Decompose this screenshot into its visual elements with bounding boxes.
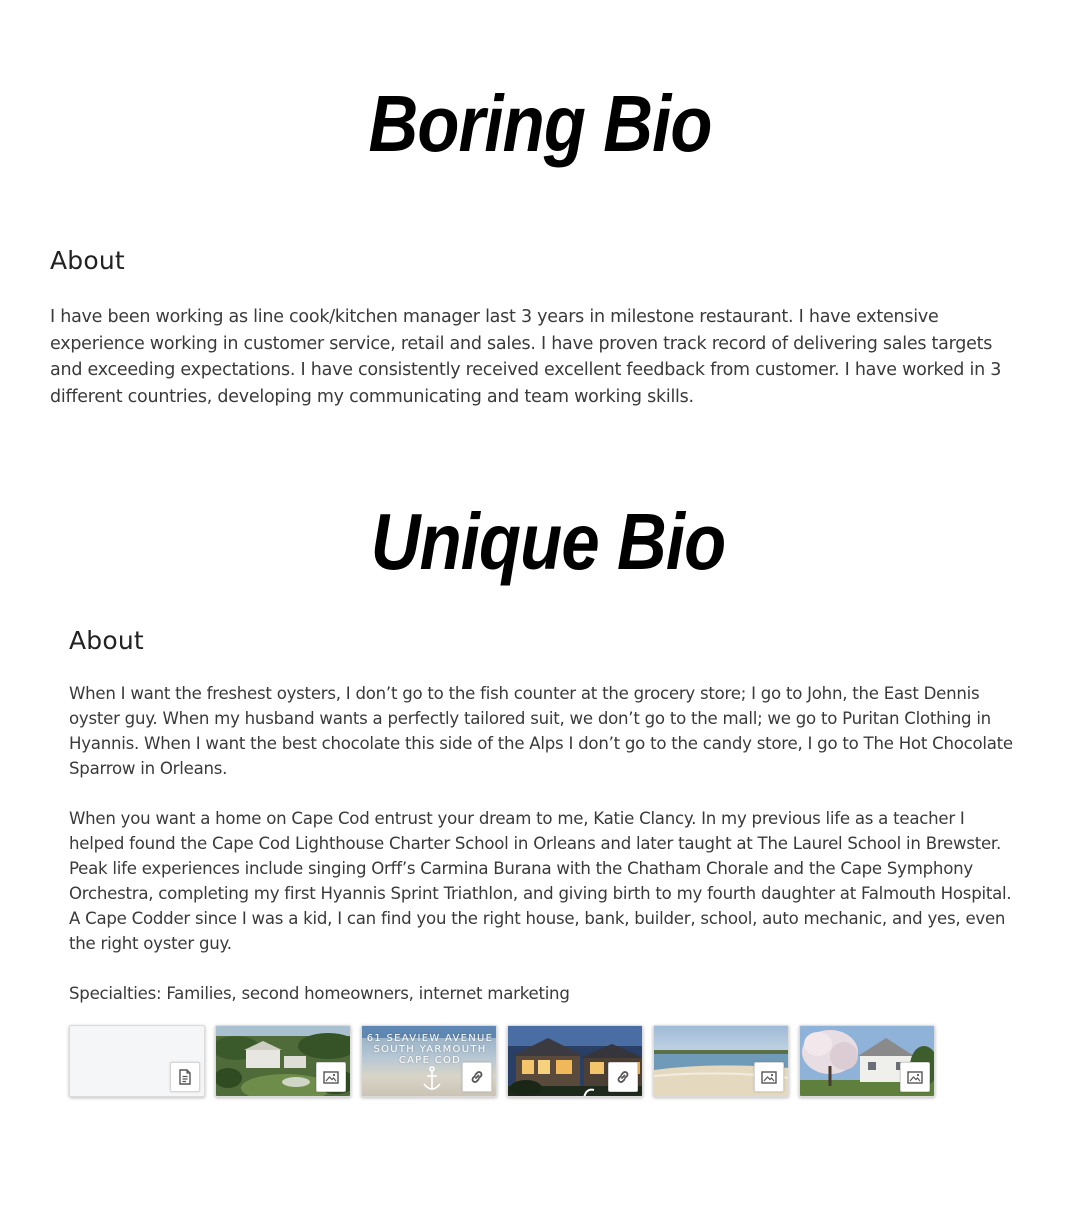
unique-about-paragraph-1: When I want the freshest oysters, I don’t go to the fish counter at the grocery store; I go to John, the East Dennis oyster guy. When my husband wants a perfectly tailored suit, we don’t go to the mall; we go to Puritan Clothing in Hyannis. When I want the best chocolate this side of the Alps I don’t go to the candy store, I go to The Hot Chocolate Sparrow in Orleans.: [69, 684, 1013, 778]
document-icon: [170, 1062, 200, 1092]
media-thumb-cottage-photo[interactable]: [799, 1025, 935, 1097]
link-icon: [462, 1062, 492, 1092]
boring-about-text: I have been working as line cook/kitchen manager last 3 years in milestone restaurant. I have extensive experience working in customer service, retail and sales. I have proven track record of delivering sales targets and exceeding expectations. I have consistently received excellent feedback from customer. I have worked in 3 different countries, developing my communicating and team working skills.: [50, 307, 1002, 408]
boring-bio-title: Boring Bio: [368, 79, 712, 168]
seaview-overlay-line-3: CAPE COD: [398, 1055, 462, 1066]
boring-about-heading: About: [50, 246, 125, 275]
media-thumb-estate-photo[interactable]: [215, 1025, 351, 1097]
unique-about-paragraph-2: When you want a home on Cape Cod entrust your dream to me, Katie Clancy. In my previous life as a teacher I helped found the Cape Cod Lighthouse Charter School in Orleans and later taught at The Laurel School in Brewster. Peak life experiences include singing Orff’s Carmina Burana with the Chatham Chorale and the Cape Symphony Orchestra, completing my first Hyannis Sprint Triathlon, and giving birth to my fourth daughter at Falmouth Hospital. A Cape Codder since I was a kid, I can find you the right house, bank, builder, school, auto mechanic, and yes, even the right oyster guy.: [69, 809, 1012, 953]
media-thumb-seaview-link[interactable]: [361, 1025, 497, 1097]
link-icon: [608, 1062, 638, 1092]
image-icon: [316, 1062, 346, 1092]
image-icon: [900, 1062, 930, 1092]
unique-about-heading: About: [69, 626, 144, 655]
unique-bio-title: Unique Bio: [370, 497, 726, 586]
seaview-overlay-line-1: 61 SEAVIEW AVENUE: [366, 1033, 494, 1044]
seaview-overlay-line-2: SOUTH YARMOUTH: [373, 1044, 487, 1055]
media-thumb-document[interactable]: [69, 1025, 205, 1097]
media-thumbnails: [69, 1025, 935, 1097]
media-thumb-beach-photo[interactable]: [653, 1025, 789, 1097]
media-thumb-house-link[interactable]: [507, 1025, 643, 1097]
unique-specialties: Specialties: Families, second homeowners, internet marketing: [69, 984, 570, 1003]
image-icon: [754, 1062, 784, 1092]
